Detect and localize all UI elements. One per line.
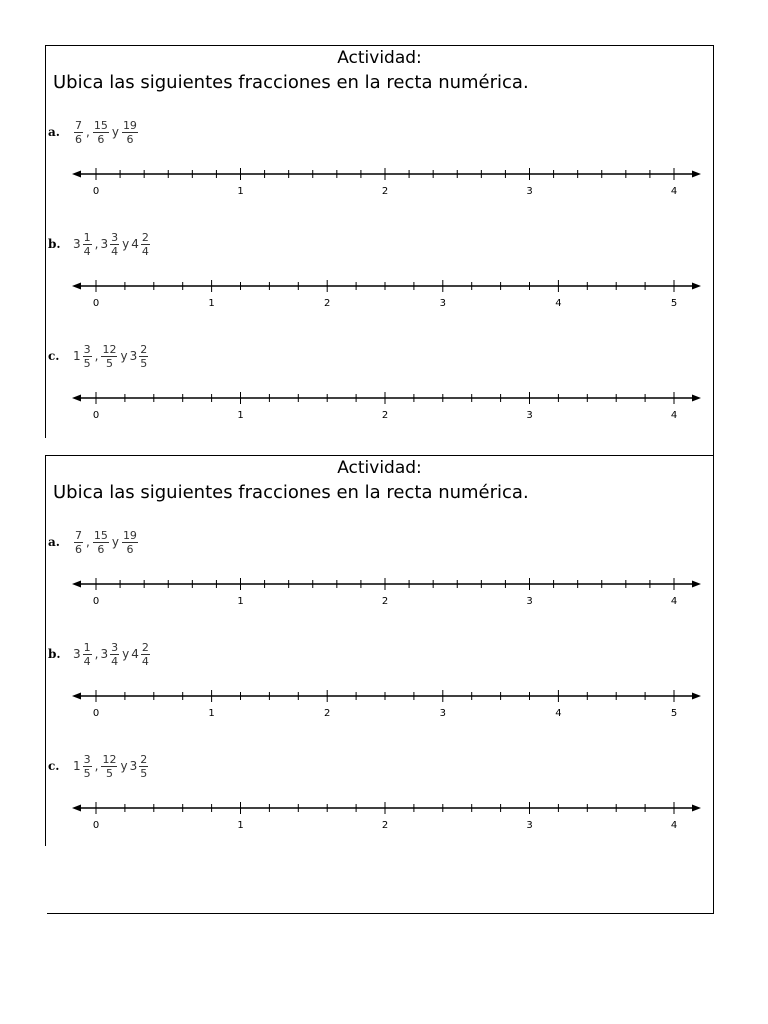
numerator: 19 [122,528,137,542]
denominator: 6 [97,542,105,556]
fraction [73,529,84,556]
exercise-label: a. [48,535,60,549]
fraction [73,119,84,146]
fraction [121,529,139,556]
tick-label: 3 [439,298,446,309]
tick-label: 2 [381,186,389,197]
denominator: 5 [83,356,91,370]
fraction-stack [101,343,117,370]
exercise-b [46,230,713,346]
exercise-label: a. [48,125,60,139]
denominator: 5 [140,356,148,370]
fraction-stack [83,231,92,258]
whole-number: 4 [131,237,139,251]
fraction-stack [141,231,150,258]
denominator: 4 [83,244,91,258]
numerator: 3 [83,342,91,356]
fraction-list [73,114,139,150]
number-line-svg [46,388,713,428]
tick-label: 4 [670,410,678,421]
separator: y [122,237,130,251]
whole-number: 3 [100,647,109,661]
fraction [92,119,110,146]
denominator: 5 [140,766,148,780]
activity-card-1 [45,45,714,456]
separator: y [122,647,130,661]
numerator: 12 [102,342,117,356]
denominator: 4 [83,654,91,668]
tick-label: 3 [526,410,533,421]
fraction-stack [83,753,92,780]
fraction [100,641,120,668]
exercise-label: b. [48,647,61,661]
activity-card-2 [45,455,714,914]
fraction-stack [139,753,148,780]
fraction-stack [83,641,92,668]
left-arrowhead [72,395,81,402]
numerator: 3 [111,640,119,654]
exercise-b [46,640,713,756]
tick-label: 4 [670,596,678,607]
activity-title: Actividad: [337,458,422,478]
number-line-svg [46,574,713,614]
fraction-stack [74,529,83,556]
separator: , [94,759,99,773]
tick-label: 3 [439,708,446,719]
whole-number: 3 [73,237,81,251]
whole-number: 3 [73,647,81,661]
exercise-label: c. [48,759,60,773]
exercise-a [46,528,713,644]
numerator: 7 [75,528,82,542]
numerator: 3 [111,230,119,244]
fraction [73,753,93,780]
numerator: 15 [93,528,108,542]
separator: y [120,349,128,363]
fraction [121,119,139,146]
fraction-list [73,338,149,374]
fraction-stack [122,529,138,556]
tick-label: 1 [237,820,244,831]
numerator: 2 [140,752,148,766]
tick-label: 4 [555,298,562,309]
tick-label: 1 [208,708,215,719]
fraction-stack [110,641,119,668]
denominator: 5 [105,766,113,780]
tick-label: 0 [92,596,100,607]
fraction [73,641,93,668]
number-line-svg [46,798,713,838]
activity-title: Actividad: [337,48,422,68]
left-arrowhead [72,283,81,290]
fraction [130,753,150,780]
right-arrowhead [692,283,701,290]
denominator: 4 [111,244,119,258]
number-line [46,798,713,838]
fraction [130,343,150,370]
tick-label: 4 [670,820,678,831]
fraction-list [73,636,151,672]
separator: , [94,647,99,661]
exercise-a [46,118,713,234]
whole-number: 3 [129,349,138,363]
number-line [46,686,713,726]
tick-label: 0 [92,410,100,421]
number-line-svg [46,276,713,316]
whole-number: 3 [100,237,109,251]
right-arrowhead [692,581,701,588]
right-arrowhead [692,395,701,402]
whole-number: 1 [73,759,81,773]
fraction [100,753,118,780]
fraction [131,641,151,668]
denominator: 6 [126,542,134,556]
fraction [100,231,120,258]
separator: y [111,125,119,139]
number-line-svg [46,686,713,726]
number-line [46,164,713,204]
whole-number: 1 [73,349,81,363]
whole-number: 4 [131,647,139,661]
tick-label: 0 [92,820,100,831]
fraction [131,231,151,258]
denominator: 6 [75,132,82,146]
tick-label: 2 [381,596,389,607]
fraction-list [73,226,151,262]
fraction [100,343,118,370]
numerator: 2 [141,230,149,244]
denominator: 6 [97,132,105,146]
fraction [73,231,93,258]
tick-label: 1 [208,298,215,309]
numerator: 12 [102,752,117,766]
numerator: 1 [83,640,91,654]
fraction-stack [101,753,117,780]
tick-label: 3 [526,186,533,197]
exercise-c [46,752,713,868]
tick-label: 0 [92,186,100,197]
whole-number: 3 [129,759,138,773]
fraction-stack [139,343,148,370]
fraction-stack [93,119,109,146]
denominator: 6 [126,132,134,146]
exercise-c [46,342,713,458]
separator: , [86,535,90,549]
denominator: 4 [141,654,149,668]
tick-label: 0 [92,298,100,309]
tick-label: 5 [670,298,678,309]
numerator: 3 [83,752,91,766]
left-arrowhead [72,805,81,812]
fraction-stack [141,641,150,668]
fraction-list [73,748,149,784]
denominator: 5 [105,356,113,370]
fraction-list [73,524,139,560]
fraction-stack [122,119,138,146]
fraction-stack [74,119,83,146]
fraction-stack [110,231,119,258]
right-arrowhead [692,805,701,812]
numerator: 7 [75,118,82,132]
left-arrowhead [72,581,81,588]
tick-label: 4 [555,708,562,719]
exercise-label: c. [48,349,60,363]
exercise-label: b. [48,237,61,251]
fraction [92,529,110,556]
left-arrowhead [72,171,81,178]
tick-label: 2 [324,708,331,719]
right-arrowhead [692,693,701,700]
tick-label: 5 [670,708,678,719]
number-line [46,388,713,428]
separator: y [111,535,119,549]
numerator: 15 [93,118,108,132]
numerator: 1 [83,230,91,244]
number-line-svg [46,164,713,204]
activity-instruction: Ubica las siguientes fracciones en la recta numérica. [53,72,529,93]
separator: , [94,237,99,251]
denominator: 4 [111,654,119,668]
left-arrowhead [72,693,81,700]
right-arrowhead [692,171,701,178]
tick-label: 1 [237,186,244,197]
numerator: 2 [140,342,148,356]
numerator: 2 [141,640,149,654]
denominator: 5 [83,766,91,780]
tick-label: 4 [670,186,678,197]
tick-label: 2 [381,820,389,831]
separator: , [86,125,90,139]
tick-label: 1 [237,596,244,607]
fraction-stack [93,529,109,556]
tick-label: 0 [92,708,100,719]
tick-label: 3 [526,820,533,831]
fraction [73,343,93,370]
denominator: 6 [75,542,82,556]
separator: y [120,759,128,773]
number-line [46,276,713,316]
fraction-stack [83,343,92,370]
tick-label: 2 [324,298,331,309]
tick-label: 1 [237,410,244,421]
activity-instruction: Ubica las siguientes fracciones en la recta numérica. [53,482,529,503]
numerator: 19 [122,118,137,132]
separator: , [94,349,99,363]
number-line [46,574,713,614]
denominator: 4 [141,244,149,258]
tick-label: 3 [526,596,533,607]
tick-label: 2 [381,410,389,421]
